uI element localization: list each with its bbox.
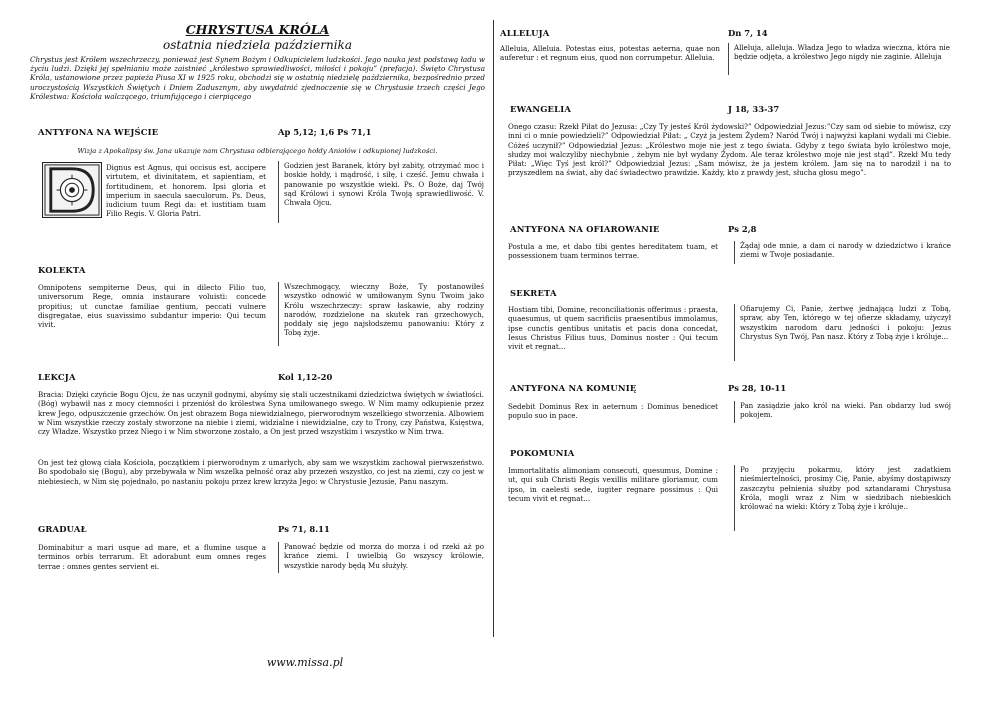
collect-latin: Omnipotens sempiterne Deus, qui in dilecto Filio tuo, universorum Rege, omnia instaurare voluisti: concede propitius; ut cunctae familiae gentium, peccati vulnere disgregatae, eius suavissimo subdantur imperio: Qui tecum vivit. — [38, 283, 266, 330]
gospel-heading: EWANGELIA — [510, 104, 572, 114]
offertory-ref: Ps 2,8 — [728, 224, 757, 234]
alleluia-ref: Dn 7, 14 — [728, 28, 768, 38]
page-subtitle: ostatnia niedziela października — [163, 38, 352, 52]
communion-latin: Sedebit Dominus Rex in aeternum : Dominus benedicet populo suo in pace. — [508, 402, 718, 421]
postcommunion-heading: POKOMUNIA — [510, 448, 575, 458]
lesson-heading: LEKCJA — [38, 372, 76, 382]
secret-latin: Hostiam tibi, Domine, reconciliationis offerimus : praesta, quaesumus, ut quem sacrificiis praesentibus immolamus, ipse cunctis gentibus unitatis et pacis dona concedat, Iesus Christus Filius tuus, Dominus noster : Qui tecum vivit et regnat... — [508, 305, 718, 352]
alleluia-polish: Alleluja, alleluja. Władza Jego to władza wieczna, która nie będzie odjęta, a królestwo Jego nigdy nie zaginie. Alleluja — [728, 43, 950, 75]
communion-heading: ANTYFONA NA KOMUNIĘ — [510, 383, 637, 393]
introit-polish: Godzien jest Baranek, który był zabity, otrzymać moc i boskie hołdy, i mądrość, i siłę, i cześć. Jemu chwała i panowanie po wszystkie wieki. Ps. O Boże, daj Twój sąd Królowi i synowi Króla Twoją sprawiedliwość. V. Chwała Ojcu. — [278, 161, 484, 223]
alleluia-heading: ALLELUJA — [500, 28, 550, 38]
column-divider — [493, 20, 494, 637]
gradual-heading: GRADUAŁ — [38, 524, 87, 534]
alleluia-latin: Alleluia, Alleluia. Potestas eius, potestas aeterna, quae non auferetur : et regnum eius, quod non corrumpetur. Alleluia. — [500, 44, 720, 63]
collect-heading: KOLEKTA — [38, 265, 86, 275]
offertory-latin: Postula a me, et dabo tibi gentes hereditatem tuam, et possessionem tuam terminos terrae. — [508, 242, 718, 261]
gradual-ref: Ps 71, 8.11 — [278, 524, 330, 534]
introit-note: Wizja z Apokalipsy św. Jana ukazuje nam Chrystusa odbierającego hołdy Aniołów i odkupionej ludzkości. — [77, 147, 438, 155]
initial-d-ornament — [42, 162, 102, 218]
rose-ornament-icon — [43, 163, 101, 217]
lesson-text-2: On jest też głową ciała Kościoła, początkiem i pierworodnym z umarłych, aby sam we wszystkim zachował pierwszeństwo. Bo spodobało się (Bogu), aby przebywała w Nim wszelka pełność oraz aby przezeń wszystko, co jest na ziemi, czy co jest w niebiesiech, w Nim się pojednało, po nastaniu pokoju przez krew krzyża Jego: w Chrystusie Jezusie, Panu naszym. — [38, 458, 484, 486]
communion-ref: Ps 28, 10-11 — [728, 383, 787, 393]
introit-latin: Dignus est Agnus, qui occisus est, accipere virtutem, et divinitatem, et sapientiam, et fortitudinem, et honorem. Ipsi gloria et imperium in saecula saeculorum. Ps. Deus, iudicium tuum Regi da: et iustitiam tuam Filio Regis. V. Gloria Patri. — [106, 163, 266, 219]
collect-polish: Wszechmogący, wieczny Boże, Ty postanowiłeś wszystko odnowić w umiłowanym Synu Twoim jako Królu wszechrzeczy: spraw łaskawie, aby rodziny narodów, rozdzielone na skutek ran grzechowych, poddały się jego najsłodszemu panowaniu: Który z Tobą żyje. — [278, 282, 484, 346]
intro-text: Chrystus jest Królem wszechrzeczy, ponieważ jest Synem Bożym i Odkupicielem ludzkości. Jego nauka jest podstawą ładu w życiu ludzi. Dzięki jej spełnianiu może zaistnieć „królestwo sprawiedliwości, miłości i pokoju” (prefacja). Święto Chrystusa Króla, ustanowione przez papieża Piusa XI w 1925 roku, obchodzi się w ostatnią niedzielę października, bezpośrednio przed uroczystością Wszystkich Świętych i Dniem Zadusznym, aby uwydatnić zjednoczenie się w Chrystusie trzech części Jego Królestwa: Kościoła walczącego, triumfującego i cierpiącego — [30, 55, 485, 101]
offertory-heading: ANTYFONA NA OFIAROWANIE — [510, 224, 660, 234]
gradual-polish: Panować będzie od morza do morza i od rzeki aż po krańce ziemi. I uwielbią Go wszyscy królowie, wszystkie narody będą Mu służyły. — [278, 542, 484, 573]
introit-ref: Ap 5,12; 1,6 Ps 71,1 — [278, 127, 372, 137]
page-title: CHRYSTUSA KRÓLA — [185, 22, 330, 37]
offertory-polish: Żądaj ode mnie, a dam ci narody w dziedzictwo i krańce ziemi w Twoje posiadanie. — [734, 241, 951, 264]
secret-polish: Ofiarujemy Ci, Panie, żertwę jednającą ludzi z Tobą, spraw, aby Ten, którego w tej ofierze składamy, użyczył wszystkim narodom daru jedności i pokoju: Jezus Chrystus Syn Twój, Pan nasz. Który z Tobą żyje i króluje... — [734, 304, 951, 361]
introit-heading: ANTYFONA NA WEJŚCIE — [38, 127, 159, 137]
secret-heading: SEKRETA — [510, 288, 557, 298]
footer-website: www.missa.pl — [266, 656, 344, 669]
postcommunion-polish: Po przyjęciu pokarmu, który jest zadatkiem nieśmiertelności, prosimy Cię, Panie, abyśmy dostąpiwszy zaszczytu pełnienia służby pod sztandarami Chrystusa Króla, mogli wraz z Nim w siedzibach niebieskich królować na wieki: Który z Tobą żyje i króluje.. — [734, 465, 951, 531]
communion-polish: Pan zasiądzie jako król na wieki. Pan obdarzy lud swój pokojem. — [734, 401, 951, 423]
gospel-ref: J 18, 33-37 — [728, 104, 780, 114]
postcommunion-latin: Immortalitatis alimoniam consecuti, quesumus, Domine : ut, qui sub Christi Regis vexillis militare gloriamur, cum ipso, in caelesti sede, iugiter regnare possimus : Qui tecum vivit et regnat... — [508, 466, 718, 503]
lesson-text-1: Bracia: Dzięki czyńcie Bogu Ojcu, że nas uczynił godnymi, abyśmy się stali uczestnikami dziedzictwa świętych w światłości. (Bóg) wybawił nas z mocy ciemności i przeniósł do królestwa Syna umiłowanego swego. W Nim mamy odkupienie przez krew Jego, odpuszczenie grzechów. On jest obrazem Boga niewidzialnego, pierworodnym wszelkiego stworzenia. Albowiem w Nim wszystkie rzeczy zostały stworzone na niebie i ziemi, widzialne i niewidzialne, czy to Trony, czy Państwa, Księstwa, czy Władze. Wszystko przez Niego i w Nim stworzone zostało, a On jest przed wszystkim i wszystko w Nim trwa. — [38, 390, 484, 437]
gradual-latin: Dominabitur a mari usque ad mare, et a flumine usque a terminos orbis terrarum. Et adorabunt eum omnes reges terrae : omnes gentes servient ei. — [38, 543, 266, 571]
gospel-text: Onego czasu: Rzekł Piłat do Jezusa: „Czy Ty jesteś Król żydowski?” Odpowiedział Jezus:”Czy sam od siebie to mówisz, czy inni ci o mnie powiedzieli?” Odpowiedział Piłat: „ Czyż ja jestem Żydem? Naród Twój i najwyżsi kapłani wydali mi Ciebie. Cóżeś uczynił?” Odpowiedział Jezus: „Królestwo moje nie jest z tego świata. Gdyby z tego świata było królestwo moje, słudzy moi walczyliby niechybnie , żebym nie był wydany Żydom. Ale teraz królestwo moje nie jest stąd”. Rzekł Mu tedy Piłat: „Więc Tyś jest król?” Odpowiedział Jezus: „Sam mówisz, że ja jestem królem. Jam się na to narodził i na to przyszedłem na świat, aby dać świadectwo prawdzie. Każdy, kto z prawdy jest, słucha głosu mego”. — [508, 122, 951, 178]
lesson-ref: Kol 1,12-20 — [278, 372, 333, 382]
